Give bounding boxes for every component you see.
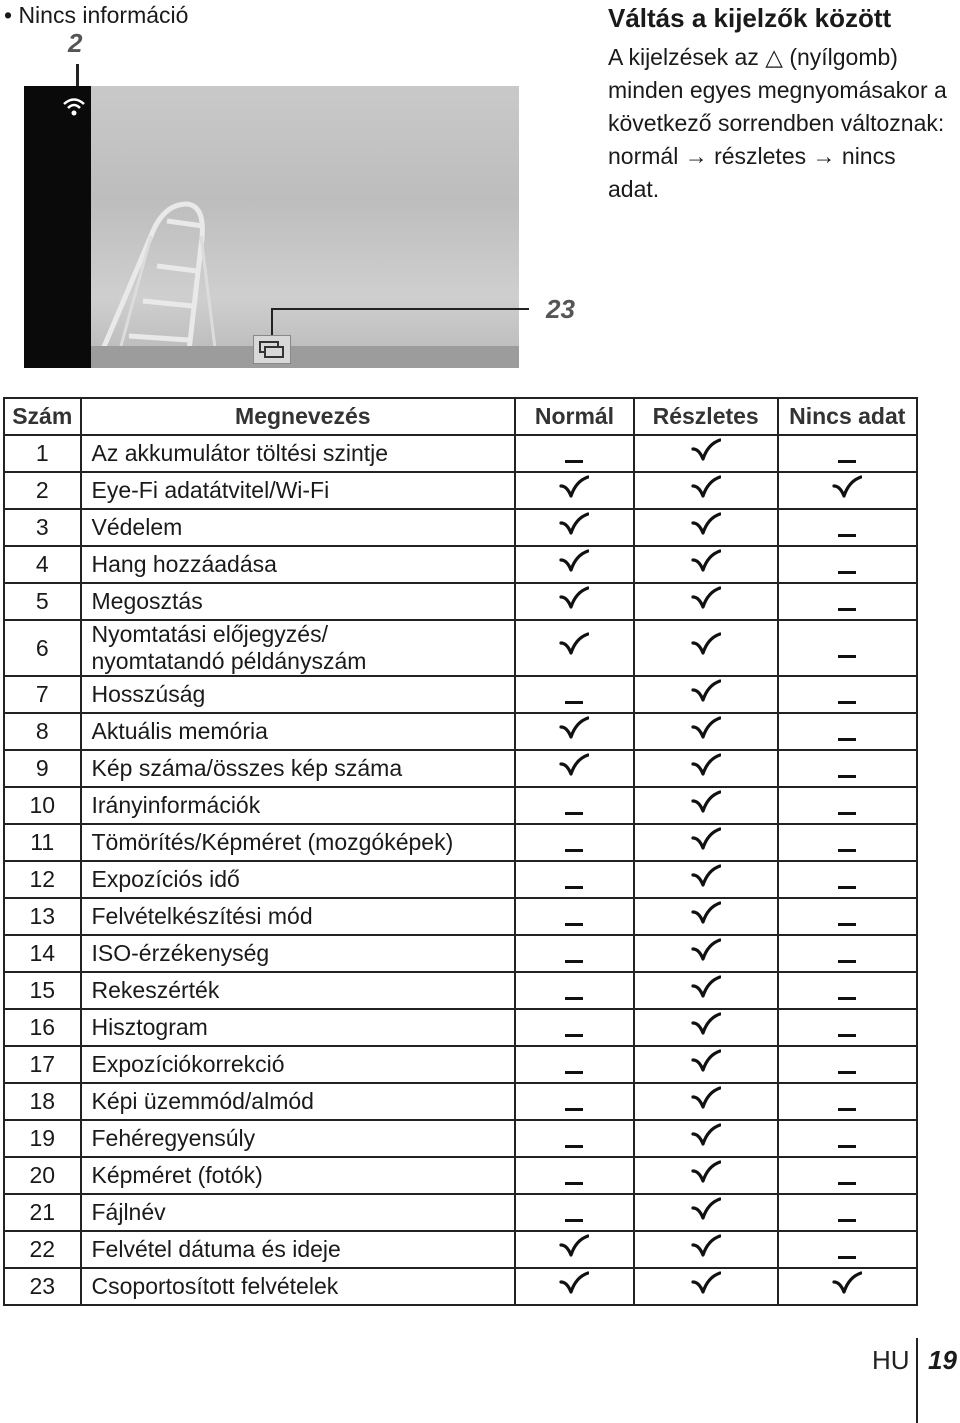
row-name — [81, 1046, 516, 1083]
table-row — [4, 935, 917, 972]
table-row — [4, 546, 917, 583]
callout-2: 2 — [68, 28, 83, 58]
row-name — [81, 676, 516, 713]
dash-icon — [565, 1145, 583, 1148]
dash-icon — [565, 460, 583, 463]
table-row — [4, 472, 917, 509]
row-name-text: Expozíciókorrekció — [91, 1051, 285, 1077]
header-name: Megnevezés — [81, 398, 516, 435]
table-row — [4, 583, 917, 620]
row-number: 17 — [4, 1046, 81, 1083]
row-number: 1 — [4, 435, 81, 472]
check-icon — [691, 512, 721, 544]
table-row — [4, 824, 917, 861]
row-name-text: Felvétel dátuma és ideje — [91, 1236, 341, 1262]
table-row — [4, 1046, 917, 1083]
info-table — [3, 397, 918, 1306]
row-name — [81, 435, 516, 472]
check-icon — [559, 632, 589, 664]
cell-detailed-check — [634, 1009, 778, 1046]
cell-none-dash — [778, 620, 917, 676]
cell-normal-dash — [515, 435, 634, 472]
row-number: 16 — [4, 1009, 81, 1046]
row-number: 20 — [4, 1157, 81, 1194]
check-icon — [691, 1086, 721, 1118]
table-row — [4, 713, 917, 750]
dash-icon — [838, 1034, 856, 1037]
cell-normal-dash — [515, 1194, 634, 1231]
cell-detailed-check — [634, 1231, 778, 1268]
check-icon — [559, 549, 589, 581]
row-number: 23 — [4, 1268, 81, 1305]
row-name-text: Fájlnév — [91, 1199, 166, 1225]
row-name — [81, 898, 516, 935]
row-name-text: Hosszúság — [91, 681, 206, 707]
cell-none-dash — [778, 583, 917, 620]
header-num: Szám — [4, 398, 81, 435]
section-display-switch — [608, 2, 948, 206]
row-name-text: Felvételkészítési mód — [91, 903, 313, 929]
cell-detailed-check — [634, 1194, 778, 1231]
dash-icon — [838, 960, 856, 963]
dash-icon — [565, 1108, 583, 1111]
callout-23-vline — [271, 308, 273, 335]
cell-detailed-check — [634, 1268, 778, 1305]
cell-normal-dash — [515, 1083, 634, 1120]
row-name-text: Expozíciós idő — [91, 866, 240, 892]
dash-icon — [565, 849, 583, 852]
table-row — [4, 1268, 917, 1305]
check-icon — [691, 1160, 721, 1192]
cell-none-dash — [778, 898, 917, 935]
cell-detailed-check — [634, 583, 778, 620]
cell-normal-check — [515, 472, 634, 509]
row-number: 21 — [4, 1194, 81, 1231]
cell-none-dash — [778, 1083, 917, 1120]
check-icon — [832, 475, 862, 507]
cell-detailed-check — [634, 824, 778, 861]
cell-normal-dash — [515, 1046, 634, 1083]
grouped-shots-icon — [253, 335, 291, 364]
row-name — [81, 1194, 516, 1231]
table-row — [4, 898, 917, 935]
cell-normal-check — [515, 1231, 634, 1268]
table-row — [4, 509, 917, 546]
row-number: 13 — [4, 898, 81, 935]
row-name — [81, 546, 516, 583]
dash-icon — [565, 1034, 583, 1037]
cell-normal-dash — [515, 1120, 634, 1157]
cell-normal-check — [515, 546, 634, 583]
table-header-row — [4, 398, 917, 435]
row-name-text: Képméret (fotók) — [91, 1162, 263, 1188]
check-icon — [559, 1271, 589, 1303]
row-number: 7 — [4, 676, 81, 713]
check-icon — [559, 1234, 589, 1266]
row-name — [81, 620, 516, 676]
cell-detailed-check — [634, 620, 778, 676]
row-name-text: Csoportosított felvételek — [91, 1273, 339, 1299]
check-icon — [559, 475, 589, 507]
check-icon — [691, 975, 721, 1007]
cell-none-dash — [778, 713, 917, 750]
cell-normal-dash — [515, 861, 634, 898]
header-normal: Normál — [515, 398, 634, 435]
sea-strip — [91, 346, 519, 368]
cell-detailed-check — [634, 509, 778, 546]
row-name-text: Nyomtatási előjegyzés/ — [91, 621, 328, 647]
cell-normal-check — [515, 583, 634, 620]
callout-23: 23 — [546, 294, 575, 324]
cell-normal-dash — [515, 824, 634, 861]
dash-icon — [565, 812, 583, 815]
row-name — [81, 1009, 516, 1046]
table-row — [4, 1157, 917, 1194]
cell-detailed-check — [634, 861, 778, 898]
check-icon — [691, 632, 721, 664]
check-icon — [559, 586, 589, 618]
check-icon — [691, 586, 721, 618]
row-name-text: Kép száma/összes kép száma — [91, 755, 403, 781]
check-icon — [691, 1012, 721, 1044]
cell-none-dash — [778, 787, 917, 824]
row-name-text: Képi üzemmód/almód — [91, 1088, 314, 1114]
row-number: 10 — [4, 787, 81, 824]
dash-icon — [565, 997, 583, 1000]
cell-detailed-check — [634, 1120, 778, 1157]
page-number: 19 — [928, 1345, 957, 1375]
ladder-illustration — [91, 86, 519, 368]
cell-normal-check — [515, 750, 634, 787]
row-name — [81, 1157, 516, 1194]
cell-detailed-check — [634, 1046, 778, 1083]
table-row — [4, 861, 917, 898]
row-name-text-line2: nyomtatandó példányszám — [91, 648, 367, 674]
row-name — [81, 787, 516, 824]
cell-detailed-check — [634, 1157, 778, 1194]
footer-divider — [916, 1338, 918, 1423]
dash-icon — [838, 775, 856, 778]
cell-none-dash — [778, 435, 917, 472]
dash-icon — [838, 1145, 856, 1148]
table-row — [4, 620, 917, 676]
check-icon — [691, 1123, 721, 1155]
dash-icon — [838, 534, 856, 537]
cell-normal-check — [515, 509, 634, 546]
dash-icon — [838, 923, 856, 926]
row-name-text: Eye-Fi adatátvitel/Wi-Fi — [91, 477, 330, 503]
dash-icon — [838, 812, 856, 815]
top-bullet: • Nincs információ — [4, 2, 189, 28]
row-number: 6 — [4, 620, 81, 676]
row-name — [81, 861, 516, 898]
cell-detailed-check — [634, 472, 778, 509]
header-detailed: Részletes — [634, 398, 778, 435]
dash-icon — [838, 849, 856, 852]
row-number: 9 — [4, 750, 81, 787]
row-name — [81, 509, 516, 546]
row-name-text: Irányinformációk — [91, 792, 261, 818]
table-row — [4, 972, 917, 1009]
check-icon — [691, 1049, 721, 1081]
row-number: 3 — [4, 509, 81, 546]
check-icon — [691, 679, 721, 711]
check-icon — [691, 549, 721, 581]
cell-none-dash — [778, 1231, 917, 1268]
table-row — [4, 435, 917, 472]
check-icon — [691, 475, 721, 507]
dash-icon — [838, 1219, 856, 1222]
cell-detailed-check — [634, 546, 778, 583]
table-row — [4, 1231, 917, 1268]
check-icon — [691, 1271, 721, 1303]
cell-none-dash — [778, 1194, 917, 1231]
row-number: 14 — [4, 935, 81, 972]
cell-none-dash — [778, 1157, 917, 1194]
row-name-text: Tömörítés/Képméret (mozgóképek) — [91, 829, 454, 855]
cell-none-check — [778, 1268, 917, 1305]
check-icon — [691, 1234, 721, 1266]
cell-normal-dash — [515, 787, 634, 824]
cell-detailed-check — [634, 676, 778, 713]
row-number: 4 — [4, 546, 81, 583]
cell-normal-dash — [515, 935, 634, 972]
row-name-text: Aktuális memória — [91, 718, 268, 744]
table-row — [4, 1194, 917, 1231]
check-icon — [691, 864, 721, 896]
dash-icon — [565, 923, 583, 926]
cell-normal-dash — [515, 898, 634, 935]
cell-normal-check — [515, 713, 634, 750]
cell-detailed-check — [634, 935, 778, 972]
cell-normal-dash — [515, 1009, 634, 1046]
table-row — [4, 1009, 917, 1046]
cell-detailed-check — [634, 787, 778, 824]
cell-none-dash — [778, 824, 917, 861]
check-icon — [691, 716, 721, 748]
dash-icon — [838, 1108, 856, 1111]
check-icon — [691, 790, 721, 822]
cell-none-dash — [778, 1046, 917, 1083]
cell-none-dash — [778, 861, 917, 898]
row-name — [81, 1120, 516, 1157]
row-name — [81, 935, 516, 972]
row-name — [81, 583, 516, 620]
footer-language: HU — [872, 1345, 910, 1375]
row-name — [81, 972, 516, 1009]
dash-icon — [565, 960, 583, 963]
row-name — [81, 824, 516, 861]
section-body: A kijelzések az △ (nyílgomb) minden egyes megnyomásakor a következő sorrendben változnak: normál → részletes → nincs adat. — [608, 44, 947, 202]
dash-icon — [565, 1219, 583, 1222]
row-name — [81, 472, 516, 509]
check-icon — [691, 1197, 721, 1229]
cell-detailed-check — [634, 435, 778, 472]
dash-icon — [838, 738, 856, 741]
check-icon — [691, 827, 721, 859]
cell-detailed-check — [634, 972, 778, 1009]
cell-none-dash — [778, 935, 917, 972]
header-none: Nincs adat — [778, 398, 917, 435]
cell-normal-dash — [515, 972, 634, 1009]
dash-icon — [838, 655, 856, 658]
dash-icon — [565, 701, 583, 704]
wifi-icon — [61, 94, 87, 120]
table-row — [4, 676, 917, 713]
row-name — [81, 1268, 516, 1305]
row-name — [81, 713, 516, 750]
dash-icon — [565, 1071, 583, 1074]
check-icon — [691, 938, 721, 970]
dash-icon — [838, 608, 856, 611]
dash-icon — [838, 701, 856, 704]
cell-normal-check — [515, 1268, 634, 1305]
cell-normal-dash — [515, 676, 634, 713]
callout-23-hline — [271, 308, 529, 310]
table-row — [4, 787, 917, 824]
table-row — [4, 750, 917, 787]
row-name-text: ISO-érzékenység — [91, 940, 270, 966]
row-number: 15 — [4, 972, 81, 1009]
row-name-text: Megosztás — [91, 588, 203, 614]
row-number: 2 — [4, 472, 81, 509]
row-number: 8 — [4, 713, 81, 750]
cell-normal-check — [515, 620, 634, 676]
row-number: 5 — [4, 583, 81, 620]
section-title: Váltás a kijelzők között — [608, 3, 892, 33]
check-icon — [559, 716, 589, 748]
check-icon — [832, 1271, 862, 1303]
cell-normal-dash — [515, 1157, 634, 1194]
cell-none-dash — [778, 1120, 917, 1157]
row-name — [81, 1231, 516, 1268]
check-icon — [691, 753, 721, 785]
dash-icon — [565, 886, 583, 889]
check-icon — [691, 901, 721, 933]
cell-detailed-check — [634, 898, 778, 935]
cell-detailed-check — [634, 1083, 778, 1120]
dash-icon — [838, 1071, 856, 1074]
cell-none-dash — [778, 509, 917, 546]
row-name-text: Fehéregyensúly — [91, 1125, 256, 1151]
cell-none-dash — [778, 1009, 917, 1046]
dash-icon — [838, 886, 856, 889]
sky-image — [91, 86, 519, 368]
cell-detailed-check — [634, 750, 778, 787]
dash-icon — [565, 1182, 583, 1185]
row-name-text: Hang hozzáadása — [91, 551, 277, 577]
table-row — [4, 1083, 917, 1120]
dash-icon — [838, 1256, 856, 1259]
cell-none-dash — [778, 676, 917, 713]
cell-none-dash — [778, 750, 917, 787]
dash-icon — [838, 460, 856, 463]
table-row — [4, 1120, 917, 1157]
dash-icon — [838, 571, 856, 574]
cell-none-check — [778, 472, 917, 509]
row-name — [81, 1083, 516, 1120]
check-icon — [559, 753, 589, 785]
cell-detailed-check — [634, 713, 778, 750]
row-name-text: Az akkumulátor töltési szintje — [91, 440, 389, 466]
dash-icon — [838, 1182, 856, 1185]
row-name — [81, 750, 516, 787]
row-number: 12 — [4, 861, 81, 898]
check-icon — [559, 512, 589, 544]
row-name-text: Védelem — [91, 514, 183, 540]
row-number: 11 — [4, 824, 81, 861]
row-number: 22 — [4, 1231, 81, 1268]
row-name-text: Hisztogram — [91, 1014, 208, 1040]
check-icon — [691, 438, 721, 470]
cell-none-dash — [778, 546, 917, 583]
row-number: 18 — [4, 1083, 81, 1120]
dash-icon — [838, 997, 856, 1000]
cell-none-dash — [778, 972, 917, 1009]
row-name-text: Rekeszérték — [91, 977, 220, 1003]
row-number: 19 — [4, 1120, 81, 1157]
